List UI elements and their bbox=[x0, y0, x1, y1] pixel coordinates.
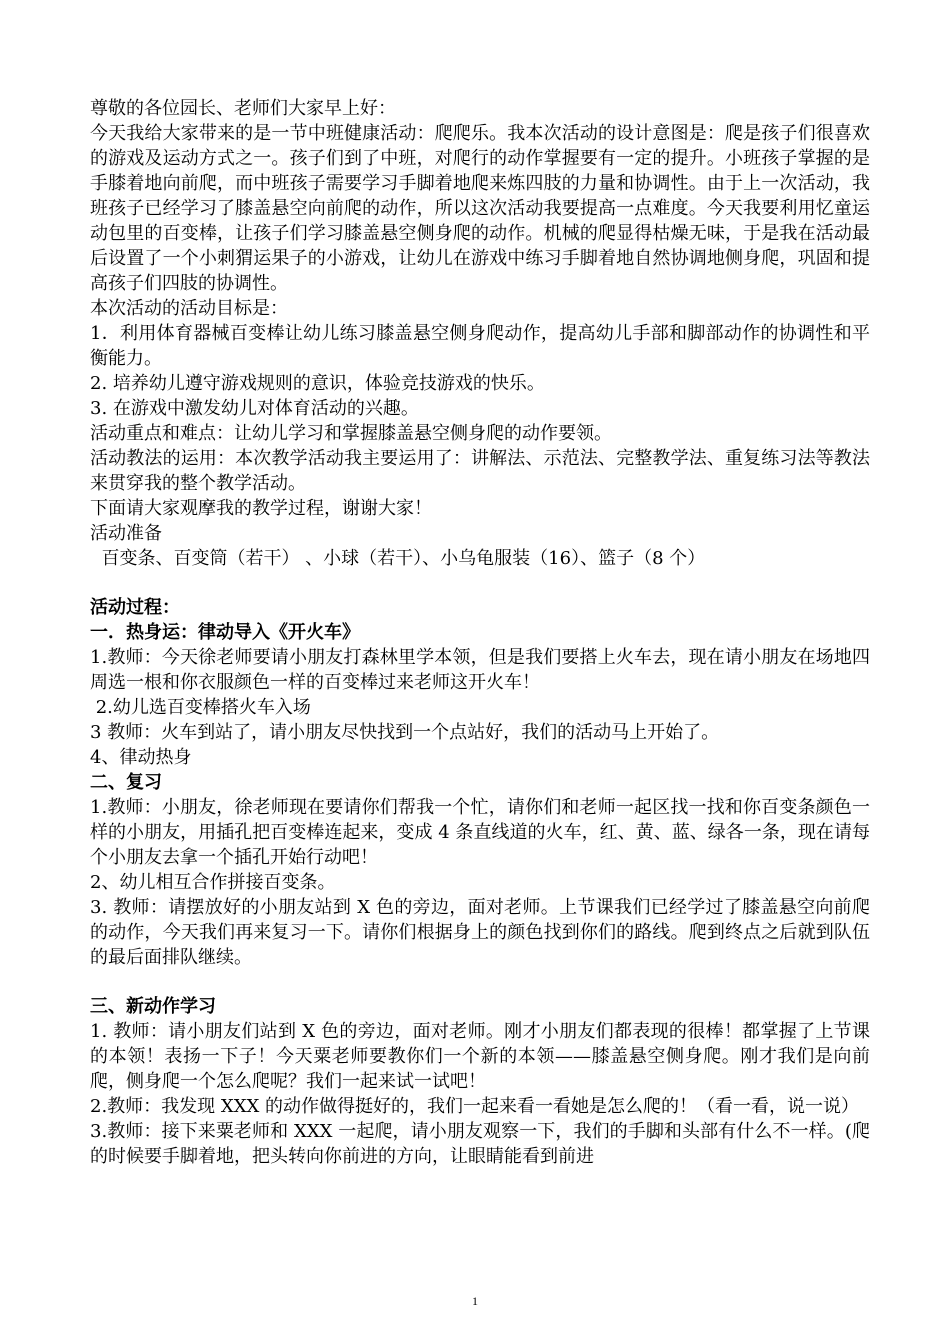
spacer bbox=[90, 970, 870, 994]
objectives-heading: 本次活动的活动目标是： bbox=[90, 298, 288, 319]
invitation-line: 下面请大家观摩我的教学过程，谢谢大家！ bbox=[90, 498, 432, 519]
page-number: 1 bbox=[472, 1294, 478, 1308]
section-2-para: 3. 教师：请摆放好的小朋友站到 X 色的旁边，面对老师。上节课我们已经学过了膝盖悬空向前爬的动作，今天我们再来复习一下。请你们根据身上的颜色找到你们的路线。爬到终点之后就到队伍的最后面排队继续。 bbox=[90, 897, 870, 968]
section-1-para: 1.教师：今天徐老师要请小朋友打森林里学本领，但是我们要搭上火车去，现在请小朋友在场地四周选一根和你衣服颜色一样的百变棒过来老师这开火车！ bbox=[90, 647, 870, 693]
section-3-para: 3.教师：接下来粟老师和 XXX 一起爬，请小朋友观察一下，我们的手脚和头部有什么不一样。(爬的时候要手脚着地，把头转向你前进的方向，让眼睛能看到前进 bbox=[90, 1121, 870, 1167]
objective-3: 3. 在游戏中激发幼儿对体育活动的兴趣。 bbox=[90, 398, 419, 419]
design-intent-paragraph: 今天我给大家带来的是一节中班健康活动：爬爬乐。我本次活动的设计意图是：爬是孩子们很喜欢的游戏及运动方式之一。孩子们到了中班，对爬行的动作掌握要有一定的提升。小班孩子掌握的是手膝着地向前爬，而中班孩子需要学习手脚着地爬来炼四肢的力量和协调性。由于上一次活动，我班孩子已经学习了膝盖悬空向前爬的动作，所以这次活动我要提高一点难度。今天我要利用忆童运动包里的百变棒，让孩子们学习膝盖悬空侧身爬的动作。机械的爬显得枯燥无味，于是我在活动最后设置了一个小刺猬运果子的小游戏，让幼儿在游戏中练习手脚着地自然协调地侧身爬，巩固和提高孩子们四肢的协调性。 bbox=[90, 123, 870, 294]
teaching-methods: 活动教法的运用：本次教学活动我主要运用了：讲解法、示范法、完整教学法、重复练习法等教法来贯穿我的整个教学活动。 bbox=[90, 448, 870, 494]
section-3-para: 1. 教师：请小朋友们站到 X 色的旁边，面对老师。刚才小朋友们都表现的很棒！都掌握了上节课的本领！表扬一下子！今天粟老师要教你们一个新的本领——膝盖悬空侧身爬。刚才我们是向前爬，侧身爬一个怎么爬呢？我们一起来试一试吧！ bbox=[90, 1021, 870, 1092]
section-3-title: 三、新动作学习 bbox=[90, 996, 216, 1017]
section-2-title: 二、复习 bbox=[90, 772, 162, 793]
key-points: 活动重点和难点：让幼儿学习和掌握膝盖悬空侧身爬的动作要领。 bbox=[90, 423, 612, 444]
document-page bbox=[90, 96, 870, 1169]
spacer bbox=[90, 571, 870, 595]
section-1-para: 2.幼儿选百变棒搭火车入场 bbox=[90, 697, 311, 718]
section-2-para: 1.教师：小朋友，徐老师现在要请你们帮我一个忙，请你们和老师一起区找一找和你百变条颜色一样的小朋友，用插孔把百变棒连起来，变成 4 条直线道的火车，红、黄、蓝、绿各一条，现在请每个小朋友去拿一个插孔开始行动吧！ bbox=[90, 797, 870, 868]
process-heading: 活动过程： bbox=[90, 597, 180, 618]
preparation-heading: 活动准备 bbox=[90, 523, 162, 544]
section-1-title: 一．热身运：律动导入《开火车》 bbox=[90, 622, 360, 643]
objective-1: 1．利用体育器械百变棒让幼儿练习膝盖悬空侧身爬动作，提高幼儿手部和脚部动作的协调性和平衡能力。 bbox=[90, 323, 870, 369]
objective-2: 2. 培养幼儿遵守游戏规则的意识，体验竞技游戏的快乐。 bbox=[90, 373, 545, 394]
section-1-para: 4、律动热身 bbox=[90, 747, 192, 768]
preparation-materials: 百变条、百变筒（若干） 、小球（若干）、小乌龟服装（16）、篮子（8 个） bbox=[90, 548, 706, 569]
section-1-para: 3 教师：火车到站了，请小朋友尽快找到一个点站好，我们的活动马上开始了。 bbox=[90, 722, 720, 743]
section-3-para: 2.教师：我发现 XXX 的动作做得挺好的，我们一起来看一看她是怎么爬的！（看一看，说一说） bbox=[90, 1096, 860, 1117]
section-2-para: 2、幼儿相互合作拼接百变条。 bbox=[90, 872, 336, 893]
greeting: 尊敬的各位园长、老师们大家早上好： bbox=[90, 98, 396, 119]
